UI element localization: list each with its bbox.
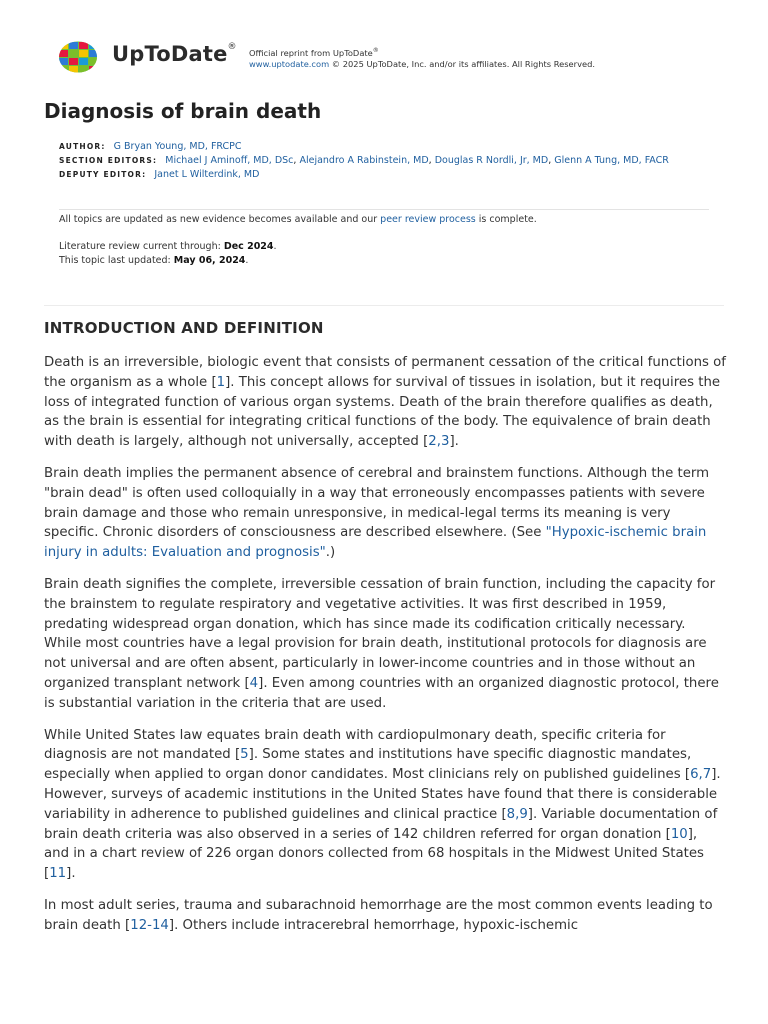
page-header — [58, 38, 738, 78]
deputy-editor-row — [59, 168, 709, 182]
reference-link[interactable]: 12-14 — [130, 917, 169, 933]
reference-link[interactable]: 8,9 — [506, 806, 528, 822]
section-editors-label: SECTION EDITORS: — [59, 156, 158, 165]
lit-review-date: Dec 2024 — [223, 241, 274, 252]
brand-registered-mark: ® — [227, 42, 237, 52]
section-editor-link[interactable]: Michael J Aminoff, MD, DSc — [165, 155, 294, 166]
section-divider — [44, 305, 724, 306]
brand-name — [112, 42, 237, 66]
section-editors-row — [59, 154, 709, 168]
update-note-text: All topics are updated as new evidence becomes available and our — [59, 214, 381, 225]
section-body — [44, 353, 726, 948]
paragraph — [44, 726, 726, 884]
uptodate-logo-icon — [58, 41, 98, 75]
reference-link[interactable]: 5 — [240, 747, 249, 763]
paragraph — [44, 353, 726, 452]
reference-link[interactable]: 4 — [249, 675, 259, 691]
lit-review-label: Literature review current through: — [59, 241, 224, 252]
topic-link[interactable]: "Hypoxic-ischemic brain injury in adults: Evaluation and prognosis" — [44, 525, 707, 561]
reference-link[interactable]: 2,3 — [428, 434, 450, 450]
copyright-text: © 2025 UpToDate, Inc. and/or its affiliates. All Rights Reserved. — [329, 58, 595, 69]
paragraph — [44, 575, 726, 714]
paragraph-text: Brain death signifies the complete, irreversible cessation of brain function, including the capacity for the brainstem to regulate respiratory and vegetative activities. It was first described in 1959, predating widespread organ donation, which has since made its codification critically necessary. While most countries have a legal provision for brain death, institutional protocols for diagnosis are not universal and are often absent, particularly in lower-income countries and in those without an organized transplant network [ — [44, 576, 716, 691]
review-dates — [59, 240, 277, 268]
deputy-editor-link[interactable]: Janet L Wilterdink, MD — [154, 169, 260, 180]
author-link[interactable]: G Bryan Young, MD, FRCPC — [113, 141, 242, 152]
meta-divider — [59, 209, 709, 210]
last-updated-date: May 06, 2024 — [173, 255, 246, 266]
last-updated-line: This topic last updated: May 06, 2024. — [59, 255, 249, 266]
section-editor-link[interactable]: Douglas R Nordli, Jr, MD — [434, 155, 549, 166]
reference-link[interactable]: 1 — [216, 374, 226, 390]
last-updated-label: This topic last updated: — [59, 255, 174, 266]
paragraph-text: ]. Some states and institutions have specific diagnostic mandates, especially when applied to organ donor candidates. Most clinicians rely on published guidelines [ — [44, 747, 692, 783]
paragraph-text: ]. Others include intracerebral hemorrhage, hypoxic-ischemic — [168, 917, 579, 933]
paragraph-text: ]. However, surveys of academic institutions in the United States have found that there is considerable variability in adherence to published guidelines and clinical practice [ — [44, 767, 721, 822]
deputy-editor-label: DEPUTY EDITOR: — [59, 170, 147, 179]
paragraph-text: In most adult series, trauma and subarachnoid hemorrhage are the most common events leading to brain death [ — [44, 897, 713, 933]
section-editor-link[interactable]: Glenn A Tung, MD, FACR — [554, 155, 669, 166]
reference-link[interactable]: 6,7 — [690, 767, 712, 783]
author-row — [59, 140, 709, 154]
paragraph-text: ]. Even among countries with an organized diagnostic protocol, there is substantial variation in the criteria that are used. — [44, 675, 719, 711]
peer-review-link[interactable]: peer review process — [380, 214, 476, 225]
reprint-line: Official reprint from UpToDate — [249, 47, 373, 58]
paragraph-text: Brain death implies the permanent absence of cerebral and brainstem functions. Although the term "brain dead" is often used colloquially in a way that erroneously encompasses patients with severe brain damage and those who remain unresponsive, in medical-legal terms its meaning is very specific. Chronic disorders of consciousness are described elsewhere. (See — [44, 465, 710, 541]
paragraph-text: Death is an irreversible, biologic event that consists of permanent cessation of the critical functions of the organism as a whole [ — [44, 355, 726, 390]
paragraph-text: .) — [325, 545, 336, 561]
paragraph-text: ]. — [449, 434, 459, 450]
article-title: Diagnosis of brain death — [44, 99, 322, 123]
paragraph-text: While United States law equates brain death with cardiopulmonary death, specific criteria for diagnosis are not mandated [ — [44, 727, 666, 763]
uptodate-site-link[interactable]: www.uptodate.com — [249, 58, 330, 69]
article-meta — [59, 140, 709, 182]
paragraph-text: ], and in a chart review of 226 organ donors collected from 68 hospitals in the Midwest United States [ — [44, 826, 704, 882]
paragraph-text: ]. Variable documentation of brain death criteria was also observed in a series of 142 children referred for organ donation [ — [44, 806, 718, 842]
paragraph — [44, 464, 726, 563]
brand-label: UpToDate — [112, 42, 228, 66]
update-note — [59, 214, 537, 225]
reference-link[interactable]: 11 — [49, 866, 67, 882]
section-heading: INTRODUCTION AND DEFINITION — [44, 319, 324, 337]
reference-link[interactable]: 10 — [670, 826, 688, 842]
lit-review-line: Literature review current through: Dec 2024. — [59, 241, 277, 252]
section-editor-link[interactable]: Alejandro A Rabinstein, MD — [299, 155, 429, 166]
author-label: AUTHOR: — [59, 142, 106, 151]
paragraph-text: ]. — [66, 866, 76, 882]
reprint-notice — [249, 45, 595, 70]
paragraph — [44, 896, 726, 936]
update-note-end: is complete. — [475, 214, 537, 225]
paragraph-text: ]. This concept allows for survival of tissues in isolation, but it requires the loss of integrated function of various organ systems. Death of the brain therefore qualifies as death, as the brain is essential for integrating critical functions of the body. The equivalence of brain death with death is largely, although not universally, accepted [ — [44, 374, 721, 450]
reprint-registered-mark: ® — [372, 47, 379, 54]
